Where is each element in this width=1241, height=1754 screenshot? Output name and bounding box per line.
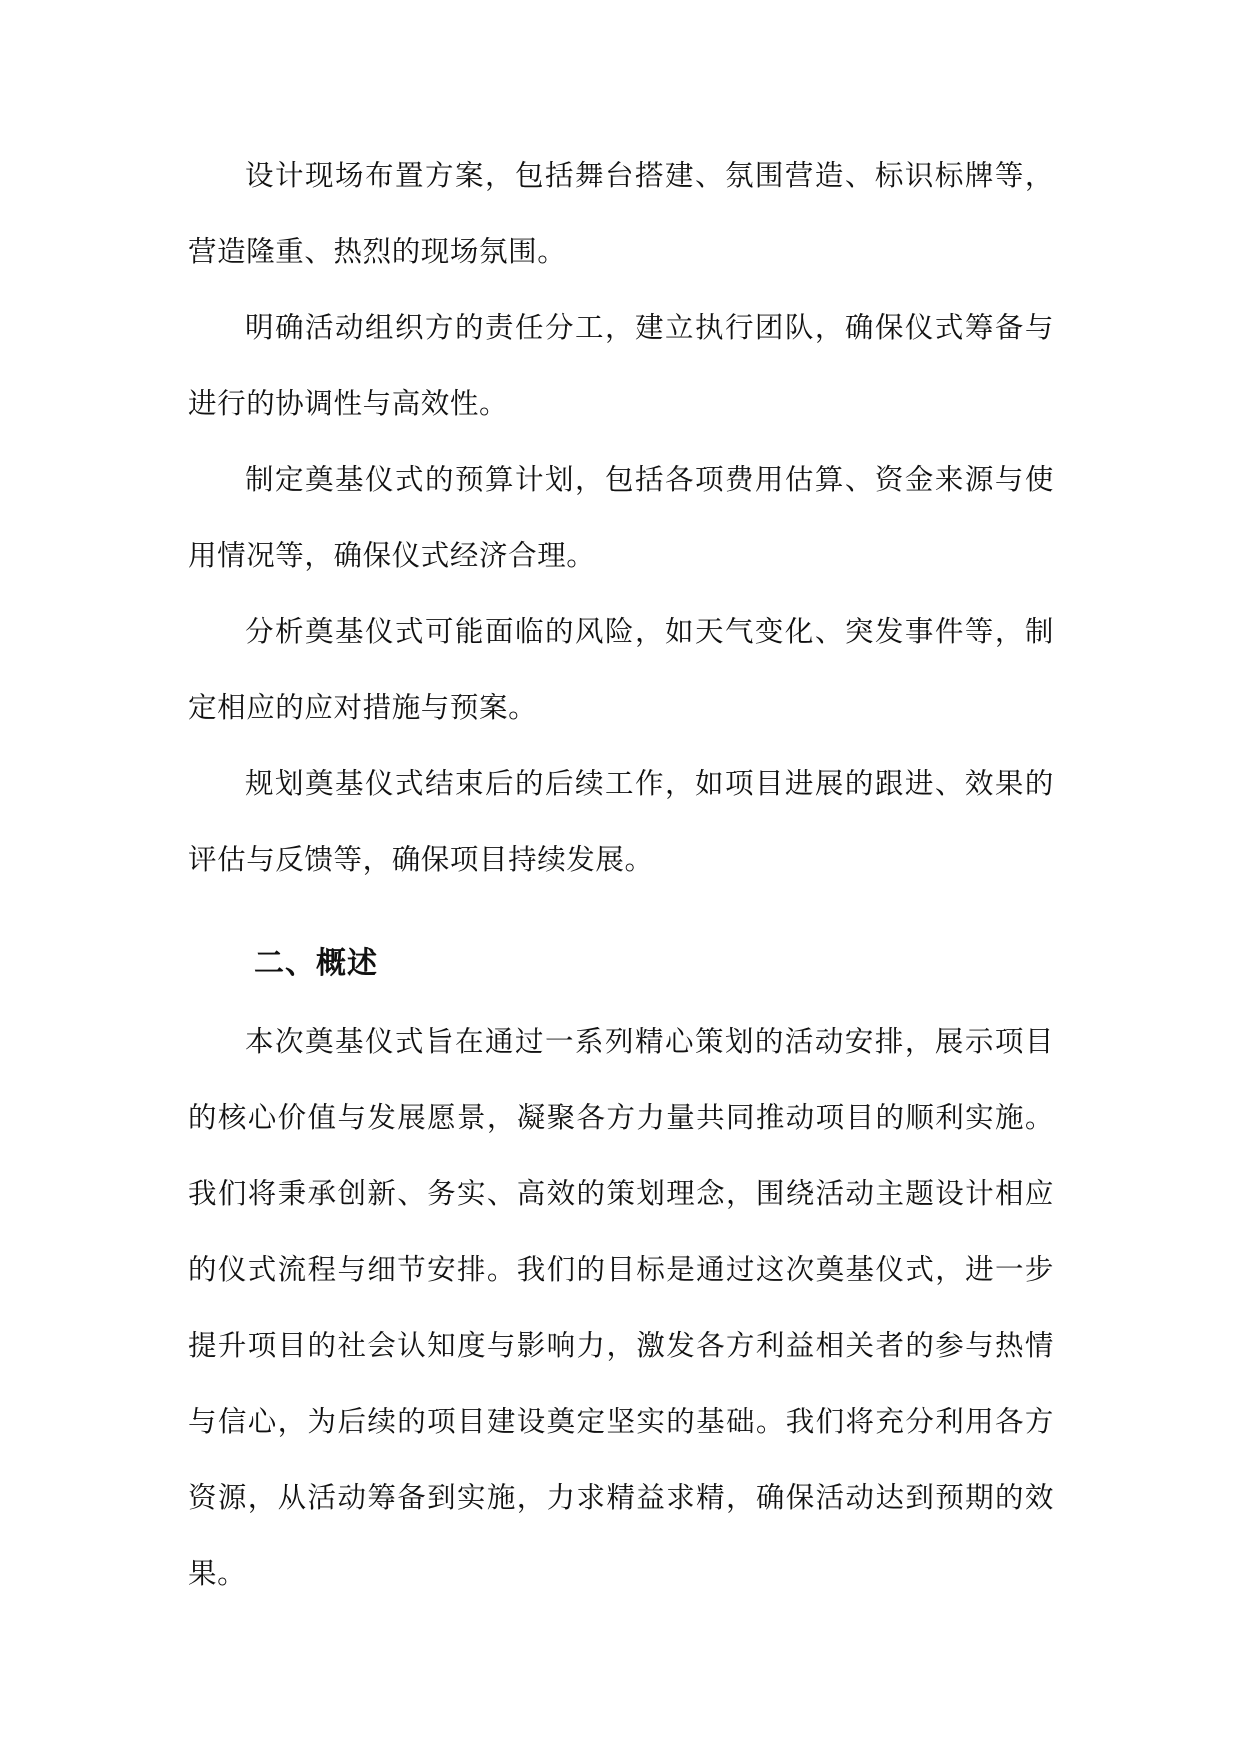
paragraph-risk: 分析奠基仪式可能面临的风险，如天气变化、突发事件等，制定相应的应对措施与预案。 bbox=[188, 615, 1054, 724]
section-heading-overview: 二、概述 bbox=[254, 946, 378, 981]
paragraph-follow-up: 规划奠基仪式结束后的后续工作，如项目进展的跟进、效果的评估与反馈等，确保项目持续发展。 bbox=[188, 767, 1054, 876]
paragraph-responsibility: 明确活动组织方的责任分工，建立执行团队，确保仪式筹备与进行的协调性与高效性。 bbox=[188, 311, 1054, 420]
paragraph-budget: 制定奠基仪式的预算计划，包括各项费用估算、资金来源与使用情况等，确保仪式经济合理。 bbox=[188, 463, 1054, 572]
paragraph-overview: 本次奠基仪式旨在通过一系列精心策划的活动安排，展示项目的核心价值与发展愿景，凝聚各方力量共同推动项目的顺利实施。我们将秉承创新、务实、高效的策划理念，围绕活动主题设计相应的仪式流程与细节安排。我们的目标是通过这次奠基仪式，进一步提升项目的社会认知度与影响力，激发各方利益相关者的参与热情与信心，为后续的项目建设奠定坚实的基础。我们将充分利用各方资源，从活动筹备到实施，力求精益求精，确保活动达到预期的效果。 bbox=[188, 1025, 1054, 1590]
page-content bbox=[188, 138, 1054, 1612]
paragraph-site-layout: 设计现场布置方案，包括舞台搭建、氛围营造、标识标牌等，营造隆重、热烈的现场氛围。 bbox=[188, 159, 1054, 268]
